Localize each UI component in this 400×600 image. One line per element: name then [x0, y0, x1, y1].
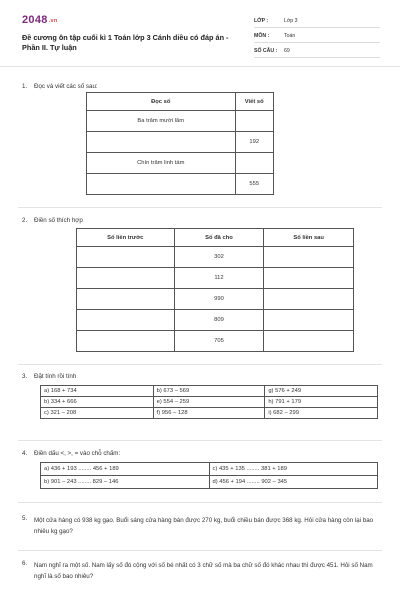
table-cell: [87, 174, 236, 195]
question-text: Một cửa hàng có 938 kg gạo. Buổi sáng cửa hàng bán được 270 kg, buổi chiều bán được 368 kg. Hỏi cửa hàng còn lại bao nhiêu kg gạo?: [34, 517, 374, 535]
table-cell: b) 901 – 243 ........ 829 – 146: [41, 476, 210, 489]
meta-subject-label: MÔN :: [254, 33, 270, 39]
meta-grade-value: Lớp 3: [284, 18, 298, 24]
question-text: Điền dấu <, >, = vào chỗ chấm:: [34, 450, 121, 457]
table-header: Số đã cho: [174, 229, 264, 247]
divider: [18, 364, 382, 365]
table-header: Số liền sau: [264, 229, 354, 247]
table-cell: c) 321 – 208: [41, 408, 154, 419]
compare-table: [40, 462, 378, 489]
table-cell: [264, 289, 354, 310]
meta-count: [254, 46, 380, 58]
table-cell: [264, 268, 354, 289]
table-cell: 705: [174, 331, 264, 352]
table-cell: Ba trăm mười lăm: [87, 111, 236, 132]
question-number: 4.: [22, 450, 28, 457]
table-header: Viết số: [235, 93, 274, 111]
meta-count-value: 69: [284, 48, 290, 54]
table-cell: i) 682 – 299: [265, 408, 378, 419]
question-text: Nam nghĩ ra một số. Nam lấy số đó cộng với số bé nhất có 3 chữ số mà ba chữ số đó khác nhau thì được 451. Hỏi số Nam nghĩ là số bao nhiêu?: [34, 562, 373, 580]
table-cell: [77, 289, 175, 310]
table-cell: b) 334 + 666: [41, 397, 154, 408]
question-number: 1.: [22, 83, 28, 90]
meta-subject: [254, 31, 380, 43]
divider: [18, 440, 382, 441]
meta-count-label: SỐ CÂU :: [254, 48, 278, 54]
table-cell: f) 956 – 128: [153, 408, 265, 419]
table-cell: 555: [235, 174, 274, 195]
table-cell: b) 673 – 569: [153, 386, 265, 397]
meta-subject-value: Toán: [284, 33, 296, 39]
fill-number-table: [76, 228, 354, 352]
table-cell: g) 576 + 249: [265, 386, 378, 397]
table-cell: d) 456 + 194 ........ 902 – 345: [209, 476, 378, 489]
table-cell: e) 554 – 259: [153, 397, 265, 408]
table-header: Số liền trước: [77, 229, 175, 247]
table-cell: [77, 310, 175, 331]
table-cell: [77, 247, 175, 268]
table-cell: Chín trăm linh tám: [87, 153, 236, 174]
table-cell: 809: [174, 310, 264, 331]
table-cell: 990: [174, 289, 264, 310]
meta-grade: [254, 16, 380, 28]
table-cell: [264, 331, 354, 352]
table-cell: [264, 247, 354, 268]
table-cell: 302: [174, 247, 264, 268]
table-cell: 112: [174, 268, 264, 289]
table-cell: [235, 111, 274, 132]
question-text: Điền số thích hợp: [34, 217, 83, 224]
table-cell: [87, 132, 236, 153]
divider: [18, 502, 382, 503]
calculation-table: [40, 385, 378, 419]
document-title: Đề cương ôn tập cuối kì 1 Toán lớp 3 Cánh diều có đáp án - Phần II. Tự luận: [22, 33, 229, 52]
logo-text: 2048: [22, 14, 48, 26]
table-cell: [264, 310, 354, 331]
question-number: 2.: [22, 217, 28, 224]
logo-tld: .vn: [48, 18, 58, 24]
table-cell: [77, 268, 175, 289]
table-header: Đọc số: [87, 93, 236, 111]
table-cell: h) 791 + 179: [265, 397, 378, 408]
question-text: Đặt tính rồi tính: [34, 373, 77, 380]
divider: [18, 207, 382, 208]
question-number: 3.: [22, 373, 28, 380]
header: [0, 0, 400, 67]
meta-grade-label: LỚP :: [254, 18, 269, 24]
question-number: 6.: [22, 560, 28, 567]
question-number: 5.: [22, 515, 28, 522]
table-cell: 192: [235, 132, 274, 153]
divider: [18, 550, 382, 551]
read-write-table: [86, 92, 274, 195]
question-text: Đọc và viết các số sau:: [34, 83, 98, 90]
table-cell: c) 435 + 135 ........ 381 + 189: [209, 463, 378, 476]
table-cell: [235, 153, 274, 174]
table-cell: a) 168 + 734: [41, 386, 154, 397]
site-logo[interactable]: [22, 14, 58, 26]
table-cell: [77, 331, 175, 352]
table-cell: a) 436 + 193 ........ 456 + 189: [41, 463, 210, 476]
